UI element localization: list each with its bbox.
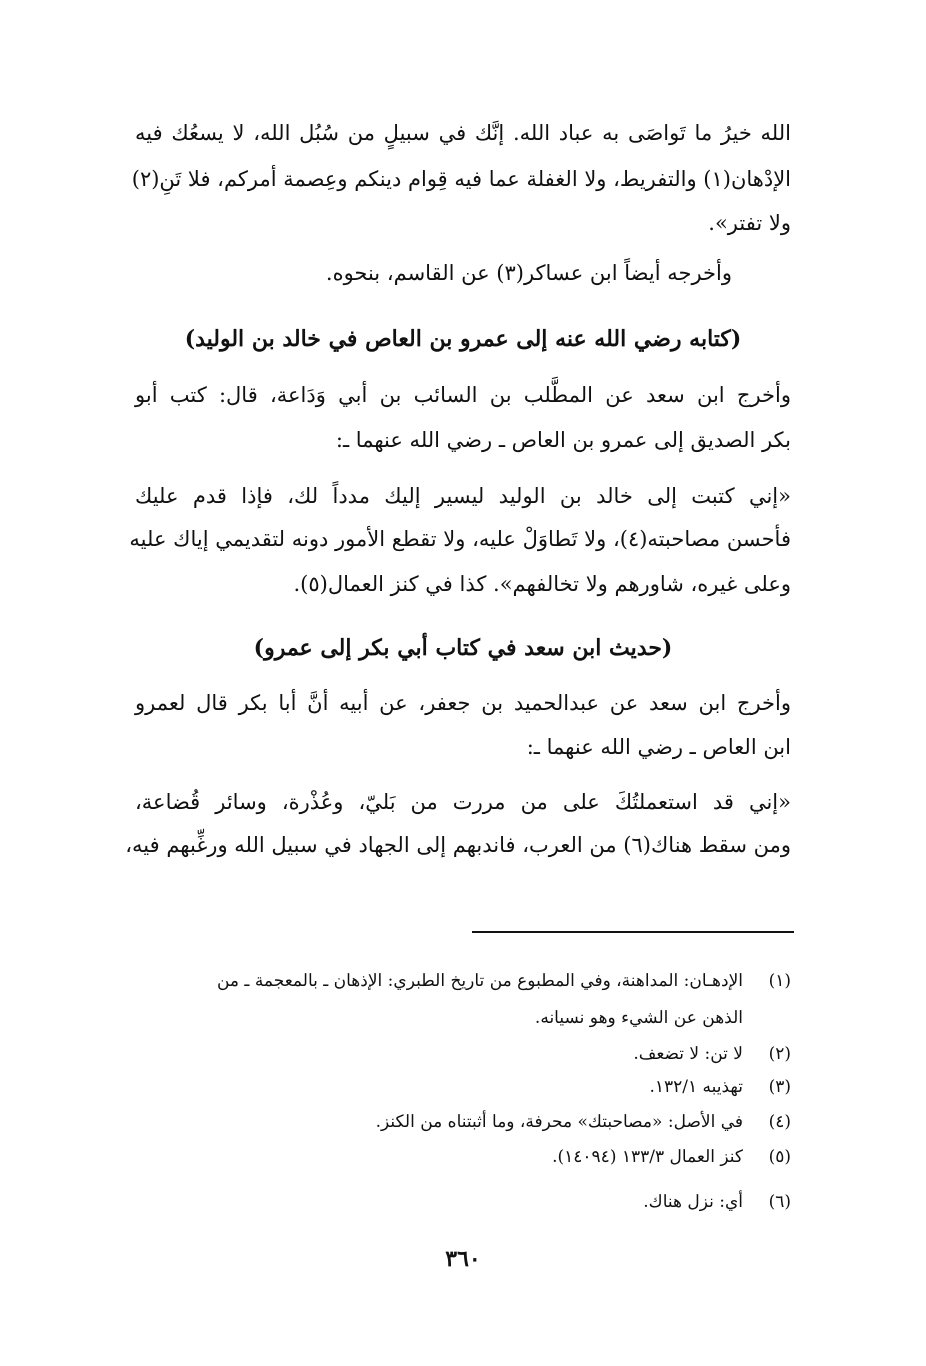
footnote-text: كنز العمال ١٣٣/٣ (١٤٠٩٤). (552, 1147, 743, 1167)
footnote (91, 968, 791, 994)
body-line: فأحسن مصاحبته(٤)، ولا تَطاوَلْ عليه، ولا تقطع الأمور دونه لتقديمي إياك عليه (129, 527, 791, 551)
footnote-text: الإدهـان: المداهنة، وفي المطبوع من تاريخ الطبري: الإذهان ـ بالمعجمة ـ من (216, 971, 743, 991)
footnote-number: (١) (768, 971, 791, 991)
body-line: ابن العاص ـ رضي الله عنهما ـ: (526, 735, 791, 759)
footnote-text: لا تن: لا تضعف. (633, 1044, 743, 1064)
page-number: ٣٦٠ (445, 1246, 481, 1272)
footnote (91, 1041, 791, 1067)
footnote-separator (472, 931, 794, 933)
body-line: الله خيرُ ما تَواصَى به عباد الله. إنَّك في سبيلٍ من سُبُل الله، لا يسعُك فيه (135, 121, 791, 145)
section-heading: (كتابه رضي الله عنه إلى عمرو بن العاص في خالد بن الوليد) (184, 326, 742, 352)
body-line: «إني كتبت إلى خالد بن الوليد ليسير إليك مدداً لك، فإذا قدم عليك (135, 484, 791, 508)
footnote-number: (٢) (768, 1044, 791, 1064)
footnote-text: في الأصل: «مصاحبتك» محرفة، وما أثبتناه من الكنز. (375, 1112, 743, 1132)
footnote-continuation: الذهن عن الشيء وهو نسيانه. (534, 1008, 743, 1028)
body-line: وأخرج ابن سعد عن المطَّلب بن السائب بن أبي وَدَاعة، قال: كتب أبو (135, 383, 791, 407)
footnote (91, 1144, 791, 1170)
body-line: بكر الصديق إلى عمرو بن العاص ـ رضي الله عنهما ـ: (335, 428, 791, 452)
body-line: الإدْهان(١) والتفريط، ولا الغفلة عما فيه قِوام دينكم وعِصمة أمركم، فلا تَنِ(٢) (131, 167, 791, 191)
body-line: ومن سقط هناك(٦) من العرب، فاندبهم إلى الجهاد في سبيل الله ورغِّبهم فيه، (125, 833, 791, 857)
body-line: وعلى غيره، شاورهم ولا تخالفهم». كذا في كنز العمال(٥). (293, 572, 791, 596)
footnote-number: (٥) (768, 1147, 791, 1167)
footnote-text: أي: نزل هناك. (643, 1192, 743, 1212)
footnote (91, 1189, 791, 1215)
footnote-text: تهذيبه ١٣٢/١. (649, 1077, 743, 1097)
footnote (91, 1074, 791, 1100)
footnote (91, 1109, 791, 1135)
footnote-number: (٣) (768, 1077, 791, 1097)
footnote-number: (٤) (768, 1112, 791, 1132)
body-line: «إني قد استعملتُكَ على من مررت من بَليّ، وعُذْرة، وسائر قُضاعة، (135, 790, 791, 814)
footnote-number: (٦) (768, 1192, 791, 1212)
section-heading: (حديث ابن سعد في كتاب أبي بكر إلى عمرو) (253, 635, 673, 661)
body-line: ولا تفتر». (708, 211, 791, 235)
body-line: وأخرجه أيضاً ابن عساكر(٣) عن القاسم، بنحوه. (325, 261, 732, 285)
body-line: وأخرج ابن سعد عن عبدالحميد بن جعفر، عن أبيه أنَّ أبا بكر قال لعمرو (135, 691, 791, 715)
